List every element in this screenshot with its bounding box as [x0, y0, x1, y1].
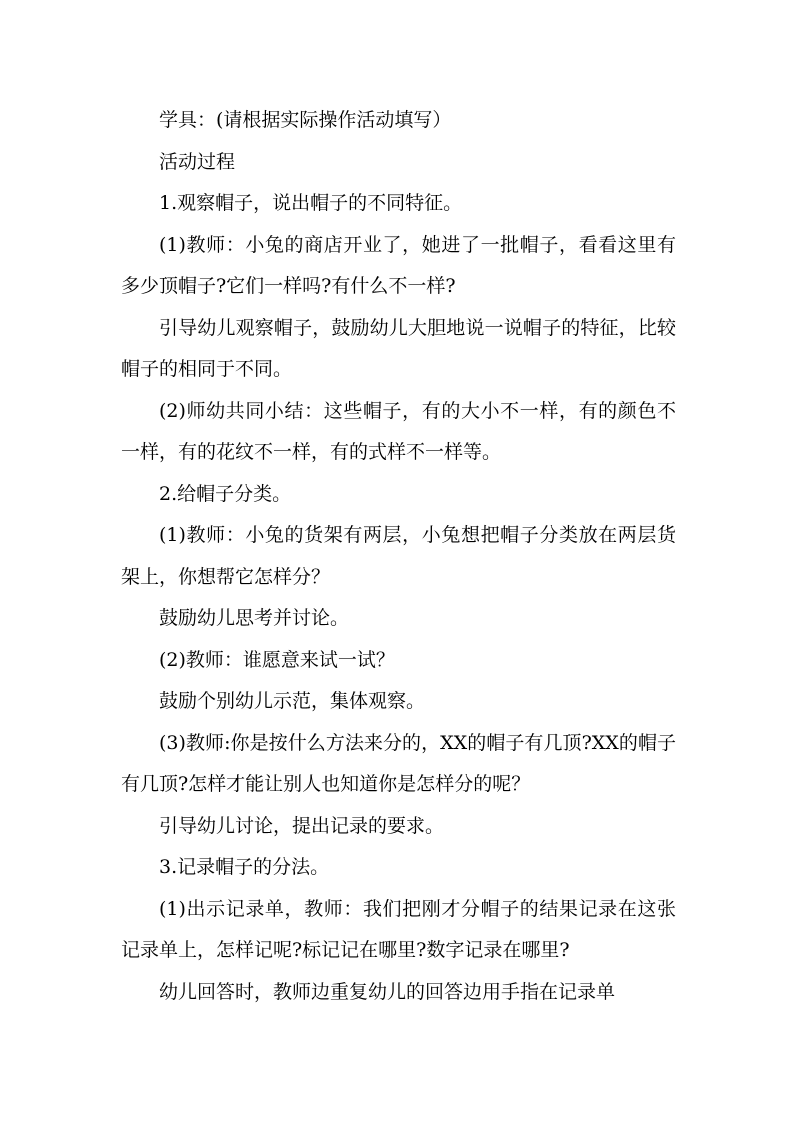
paragraph-step-2-method-question: (3)教师:你是按什么方法来分的，XX的帽子有几顶?XX的帽子有几顶?怎样才能让别人也知道你是怎样分的呢？	[121, 731, 676, 795]
paragraph-step-1-heading: 1.观察帽子，说出帽子的不同特征。	[159, 192, 463, 214]
paragraph-activity-process-heading: 活动过程	[159, 150, 236, 173]
paragraph-step-2-teacher-question: (1)教师：小兔的货架有两层，小兔想把帽子分类放在两层货架上，你想帮它怎样分？	[121, 524, 676, 588]
paragraph-materials: 学具：(请根据实际操作活动填写）	[159, 109, 452, 131]
paragraph-step-1-summary: (2)师幼共同小结：这些帽子，有的大小不一样，有的颜色不一样，有的花纹不一样，有的式样不一样等。	[121, 399, 676, 463]
paragraph-step-2-discussion: 鼓励幼儿思考并讨论。	[159, 607, 350, 629]
paragraph-step-2-demonstration: 鼓励个别幼儿示范，集体观察。	[159, 690, 426, 712]
paragraph-step-1-teacher-question: (1)教师：小兔的商店开业了，她进了一批帽子，看看这里有多少顶帽子?它们一样吗?有什么不一样?	[121, 233, 676, 297]
paragraph-step-3-heading: 3.记录帽子的分法。	[159, 856, 330, 878]
document-body	[121, 100, 676, 1013]
paragraph-step-3-record-sheet: (1)出示记录单，教师：我们把刚才分帽子的结果记录在这张记录单上，怎样记呢?标记记在哪里?数字记录在哪里?	[121, 897, 676, 961]
paragraph-step-3-children-answer: 幼儿回答时，教师边重复幼儿的回答边用手指在记录单	[159, 980, 616, 1003]
paragraph-step-2-try: (2)教师：谁愿意来试一试？	[159, 648, 395, 671]
paragraph-step-2-heading: 2.给帽子分类。	[159, 482, 292, 505]
paragraph-step-2-recording-request: 引导幼儿讨论，提出记录的要求。	[159, 814, 445, 837]
paragraph-step-1-guide: 引导幼儿观察帽子，鼓励幼儿大胆地说一说帽子的特征，比较帽子的相同于不同。	[121, 316, 676, 380]
